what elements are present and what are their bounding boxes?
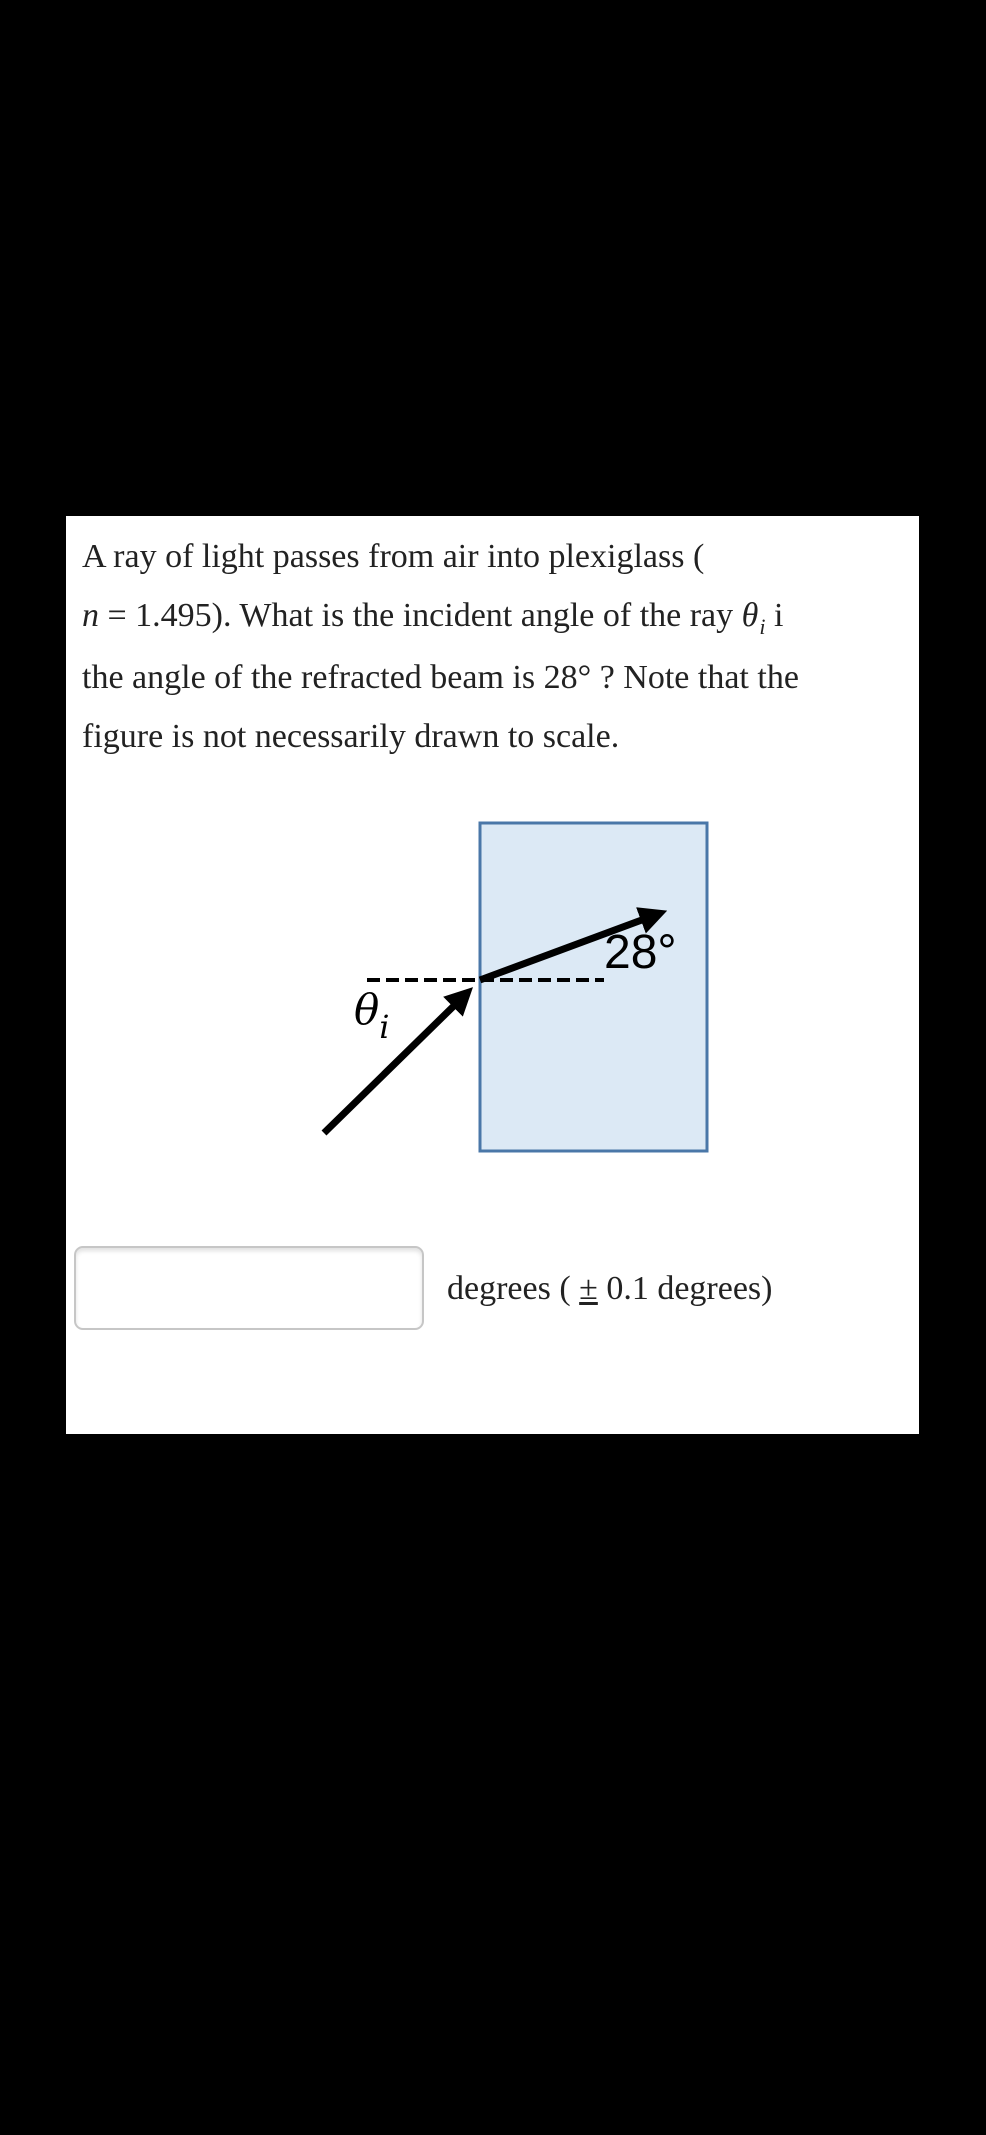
plexiglass-block [480,823,707,1151]
question-line-2-tail: i [765,597,784,634]
question-line-2-text: = 1.495). What is the incident angle of the ray [99,597,742,634]
question-line-4: figure is not necessarily drawn to scale. [82,718,620,755]
incident-ray-arrow [324,994,466,1133]
question-line-3: the angle of the refracted beam is 28° ? Note that the [82,659,799,696]
refractive-index-symbol: n [82,597,99,634]
incident-angle-subscript: i [379,1008,390,1046]
units-label [447,1269,772,1309]
refracted-angle-label: 28° [604,926,677,979]
question-card [66,516,919,1434]
units-suffix: 0.1 degrees) [597,1270,773,1307]
incident-angle-label [354,985,390,1046]
answer-input[interactable] [74,1246,424,1330]
theta-symbol: θ [741,597,759,634]
incident-angle-theta: θ [354,985,380,1034]
plus-minus-symbol: ± [579,1270,598,1307]
units-prefix: degrees ( [447,1270,580,1307]
question-line-1: A ray of light passes from air into plexiglass ( [82,538,705,575]
theta-subscript: i [759,614,766,639]
